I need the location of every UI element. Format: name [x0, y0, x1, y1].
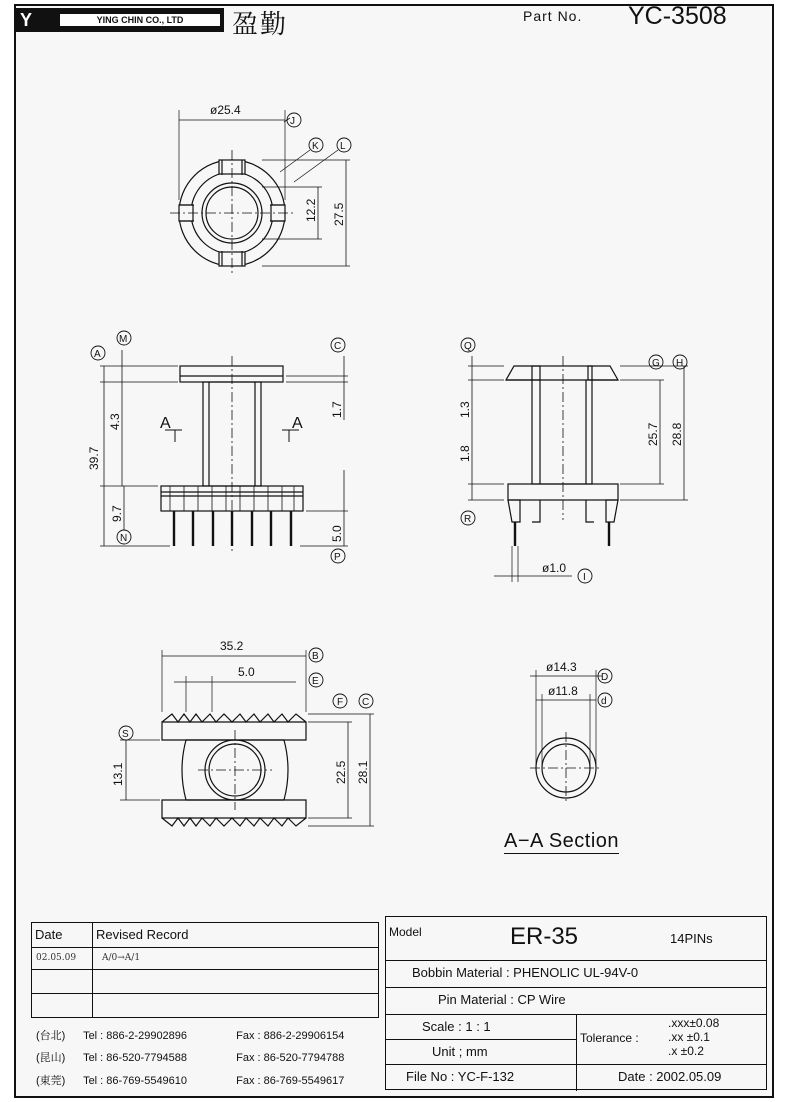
- callout-d-lower: d: [601, 696, 607, 707]
- spec-table: [385, 916, 767, 1090]
- dim-bottom-core: 13.1: [111, 762, 125, 786]
- callout-k: K: [312, 141, 319, 152]
- contact-city: (台北): [36, 1030, 66, 1042]
- contact-fax: Fax : 86-769-5549617: [236, 1075, 345, 1087]
- contact-city: (昆山): [36, 1052, 66, 1064]
- dim-front-base-height: 9.7: [110, 505, 124, 522]
- company-name: YING CHIN CO., LTD: [60, 14, 220, 26]
- dim-top-total: 27.5: [332, 202, 346, 226]
- revision-row-record: A/0→A/1: [102, 953, 141, 963]
- dim-bottom-inner: 22.5: [334, 760, 348, 784]
- callout-p: P: [334, 552, 341, 563]
- contact-tel: Tel : 86-520-7794588: [83, 1052, 188, 1064]
- top-view: [170, 110, 350, 276]
- tolerance-label: Tolerance :: [580, 1031, 639, 1045]
- scale: Scale : 1 : 1: [422, 1019, 491, 1034]
- model-value: ER-35: [510, 923, 579, 950]
- dim-side-total: 28.8: [670, 422, 684, 446]
- callout-b: B: [312, 651, 319, 662]
- company-chinese-name: 盈勤: [232, 10, 289, 40]
- callout-h: H: [676, 358, 684, 369]
- callout-a: A: [94, 349, 101, 360]
- callout-q: Q: [464, 341, 472, 352]
- revision-record-table: [31, 922, 379, 1018]
- contact-fax: Fax : 886-2-29906154: [236, 1030, 345, 1042]
- callout-n: N: [120, 533, 128, 544]
- dim-bottom-width: 35.2: [220, 639, 244, 653]
- unit: Unit ; mm: [432, 1044, 488, 1059]
- file-no: File No : YC-F-132: [406, 1069, 515, 1084]
- contact-fax: Fax : 86-520-7794788: [236, 1052, 345, 1064]
- front-view: [100, 350, 348, 552]
- pin-count: 14PINs: [670, 931, 713, 946]
- callout-d-upper: D: [601, 672, 609, 683]
- revision-column-divider: [92, 923, 93, 1017]
- bobbin-material: Bobbin Material : PHENOLIC UL-94V-0: [412, 965, 639, 980]
- dim-side-base-flange: 1.8: [458, 445, 472, 462]
- side-view: [468, 356, 688, 582]
- dim-front-pin-length: 5.0: [330, 525, 344, 542]
- callout-l: L: [340, 141, 346, 152]
- dim-bottom-pitch: 5.0: [238, 665, 255, 679]
- dim-top-inner: 12.2: [304, 198, 318, 222]
- callout-s: S: [122, 729, 129, 740]
- spec-column-divider: [576, 1014, 577, 1091]
- revision-header-row: [32, 923, 378, 948]
- callout-j: J: [290, 116, 295, 127]
- drawing-date: Date : 2002.05.09: [618, 1069, 722, 1084]
- dim-section-inner: ø11.8: [548, 684, 578, 698]
- contact-tel: Tel : 86-769-5549610: [83, 1075, 188, 1087]
- callout-c: C: [334, 341, 342, 352]
- callout-i: I: [583, 572, 586, 583]
- callout-m: M: [119, 334, 128, 345]
- revision-date-header: Date: [35, 927, 63, 942]
- dim-section-outer: ø14.3: [546, 660, 577, 674]
- section-view-title: A−A Section: [504, 830, 620, 852]
- callout-g: G: [652, 358, 660, 369]
- dim-side-top-flange: 1.3: [458, 401, 472, 418]
- dim-front-flange-gap: 1.7: [330, 401, 344, 418]
- dim-front-total-height: 39.7: [87, 446, 101, 470]
- callout-r: R: [464, 514, 472, 525]
- dim-side-pin-dia: ø1.0: [542, 561, 567, 575]
- spec-divider: [386, 960, 766, 961]
- callout-f: F: [337, 697, 344, 708]
- contact-row: [36, 1049, 344, 1065]
- spec-divider: [386, 1064, 766, 1065]
- revision-row-divider: [32, 993, 378, 994]
- contact-tel: Tel : 886-2-29902896: [83, 1030, 188, 1042]
- model-label: Model: [389, 925, 422, 939]
- section-mark-right: A: [292, 415, 303, 432]
- part-no-value: YC-3508: [628, 2, 727, 30]
- callout-e: E: [312, 676, 319, 687]
- spec-divider: [386, 987, 766, 988]
- section-mark-left: A: [160, 415, 171, 432]
- contact-city: (東莞): [36, 1075, 66, 1087]
- part-no-label: Part No.: [523, 8, 583, 24]
- tolerance-x: .x ±0.2: [668, 1044, 704, 1058]
- tolerance-xxx: .xxx±0.08: [668, 1016, 720, 1030]
- contact-row: [36, 1027, 344, 1043]
- dim-bottom-outer: 28.1: [356, 760, 370, 784]
- logo-mark: Y: [20, 10, 31, 30]
- pin-material: Pin Material : CP Wire: [438, 992, 566, 1007]
- contact-row: [36, 1072, 344, 1088]
- dim-side-winding: 25.7: [646, 422, 660, 446]
- revision-record-header: Revised Record: [96, 927, 189, 942]
- callout-c2: C: [362, 697, 370, 708]
- spec-divider: [386, 1039, 576, 1040]
- revision-row-date: 02.05.09: [36, 953, 77, 963]
- revision-row-divider: [32, 969, 378, 970]
- dim-top-outer-dia: ø25.4: [210, 103, 241, 117]
- dim-front-flange-top: 4.3: [108, 413, 122, 430]
- tolerance-xx: .xx ±0.1: [668, 1030, 710, 1044]
